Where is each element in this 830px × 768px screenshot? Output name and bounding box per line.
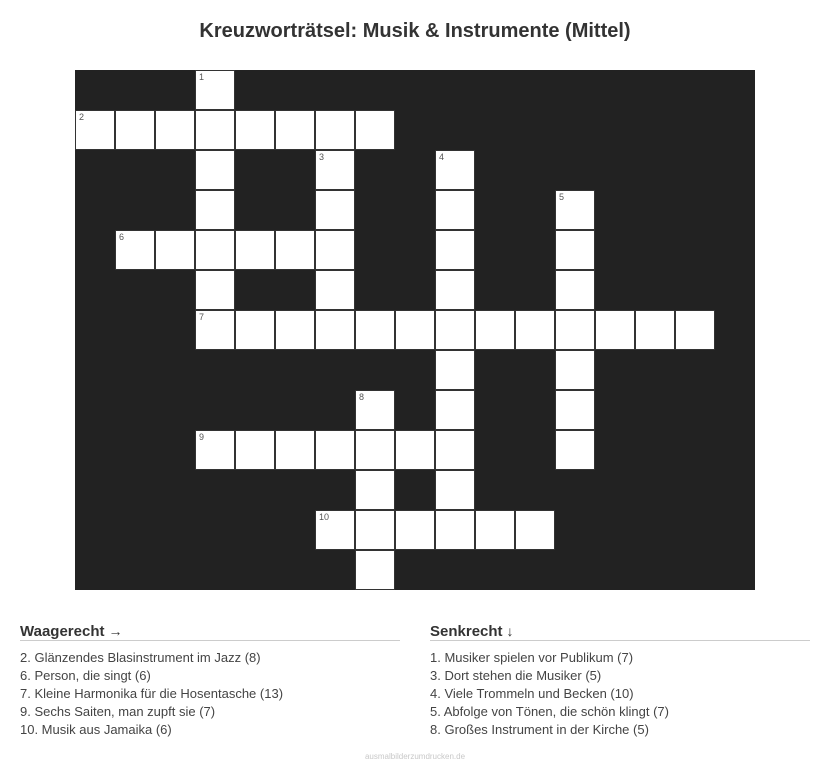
across-clue: 10. Musik aus Jamaika (6) [20,722,172,737]
grid-cell[interactable] [395,310,435,350]
grid-cell[interactable] [235,430,275,470]
grid-cell[interactable] [195,190,235,230]
page-title: Kreuzworträtsel: Musik & Instrumente (Mittel) [199,20,631,42]
grid-cell[interactable] [315,510,355,550]
down-clue: 4. Viele Trommeln und Becken (10) [430,686,634,701]
grid-cell[interactable] [555,230,595,270]
footer-credit: ausmalbilderzumdrucken.de [364,752,466,761]
grid-cell[interactable] [435,350,475,390]
grid-cell[interactable] [555,270,595,310]
grid-cell[interactable] [315,270,355,310]
clue-number: 4 [439,152,445,162]
grid-cell[interactable] [435,190,475,230]
grid-cell[interactable] [355,310,395,350]
grid-cell[interactable] [275,110,315,150]
across-clue: 9. Sechs Saiten, man zupft sie (7) [20,704,216,719]
across-clue: 2. Glänzendes Blasinstrument im Jazz (8) [20,650,261,665]
grid-cell[interactable] [195,150,235,190]
down-arrow-icon: ↓ [506,623,514,639]
grid-cell[interactable] [475,310,515,350]
across-clues [20,620,400,739]
down-clue: 3. Dort stehen die Musiker (5) [430,668,602,683]
grid-cell[interactable] [315,150,355,190]
grid-cell[interactable] [115,110,155,150]
grid-cell[interactable] [515,310,555,350]
grid-cell[interactable] [235,230,275,270]
grid-cell[interactable] [435,270,475,310]
grid-cell[interactable] [115,230,155,270]
grid-cell[interactable] [435,390,475,430]
grid-cell[interactable] [435,230,475,270]
grid-cell[interactable] [195,270,235,310]
grid-cell[interactable] [275,310,315,350]
grid-cell[interactable] [195,110,235,150]
clue-number: 3 [319,152,325,162]
grid-cell[interactable] [435,470,475,510]
grid-cell[interactable] [315,230,355,270]
grid-cell[interactable] [235,110,275,150]
grid-cell[interactable] [315,110,355,150]
down-clues [430,620,810,739]
grid-cell[interactable] [515,510,555,550]
grid-cell[interactable] [195,230,235,270]
grid-cell[interactable] [555,310,595,350]
clue-number: 5 [559,192,565,202]
grid-cell[interactable] [315,310,355,350]
grid-cell[interactable] [355,550,395,590]
grid-cell[interactable] [595,310,635,350]
grid-cell[interactable] [355,390,395,430]
across-clue: 7. Kleine Harmonika für die Hosentasche (13) [20,686,284,701]
across-heading [20,620,400,641]
grid-cell[interactable] [555,350,595,390]
grid-cell[interactable] [435,430,475,470]
clue-number: 7 [199,312,205,322]
across-heading-text: Waagerecht [20,623,105,640]
grid-cell[interactable] [195,430,235,470]
grid-cell[interactable] [355,510,395,550]
across-clue: 6. Person, die singt (6) [20,668,151,683]
grid-cell[interactable] [155,230,195,270]
grid-cell[interactable] [195,310,235,350]
down-clue: 8. Großes Instrument in der Kirche (5) [430,722,649,737]
down-heading-text: Senkrecht [430,623,503,640]
grid-cell[interactable] [395,510,435,550]
grid-cell[interactable] [195,70,235,110]
clue-number: 10 [319,512,330,522]
grid-cell[interactable] [155,110,195,150]
grid-cell[interactable] [355,110,395,150]
clue-number: 1 [199,72,205,82]
grid-cell[interactable] [475,510,515,550]
grid-cell[interactable] [275,430,315,470]
grid-cell[interactable] [435,150,475,190]
grid-cell[interactable] [355,470,395,510]
grid-cell[interactable] [675,310,715,350]
down-heading [430,620,810,641]
grid-cell[interactable] [635,310,675,350]
grid-cell[interactable] [275,230,315,270]
across-clue-list [20,649,400,739]
grid-cell[interactable] [435,310,475,350]
right-arrow-icon: → [108,623,123,639]
clue-number: 6 [119,232,125,242]
clue-number: 9 [199,432,205,442]
grid-cell[interactable] [555,430,595,470]
grid-cell[interactable] [395,430,435,470]
grid-cell[interactable] [315,430,355,470]
clue-number: 2 [79,112,85,122]
grid-cell[interactable] [315,190,355,230]
down-clue: 5. Abfolge von Tönen, die schön klingt (7) [430,704,669,719]
grid-cell[interactable] [75,110,115,150]
crossword-grid [75,70,755,590]
grid-cell[interactable] [235,310,275,350]
grid-cell[interactable] [435,510,475,550]
down-clue: 1. Musiker spielen vor Publikum (7) [430,650,634,665]
clue-number: 8 [359,392,365,402]
grid-cell[interactable] [555,390,595,430]
grid-cell[interactable] [355,430,395,470]
grid-cell[interactable] [555,190,595,230]
down-clue-list [430,649,810,739]
